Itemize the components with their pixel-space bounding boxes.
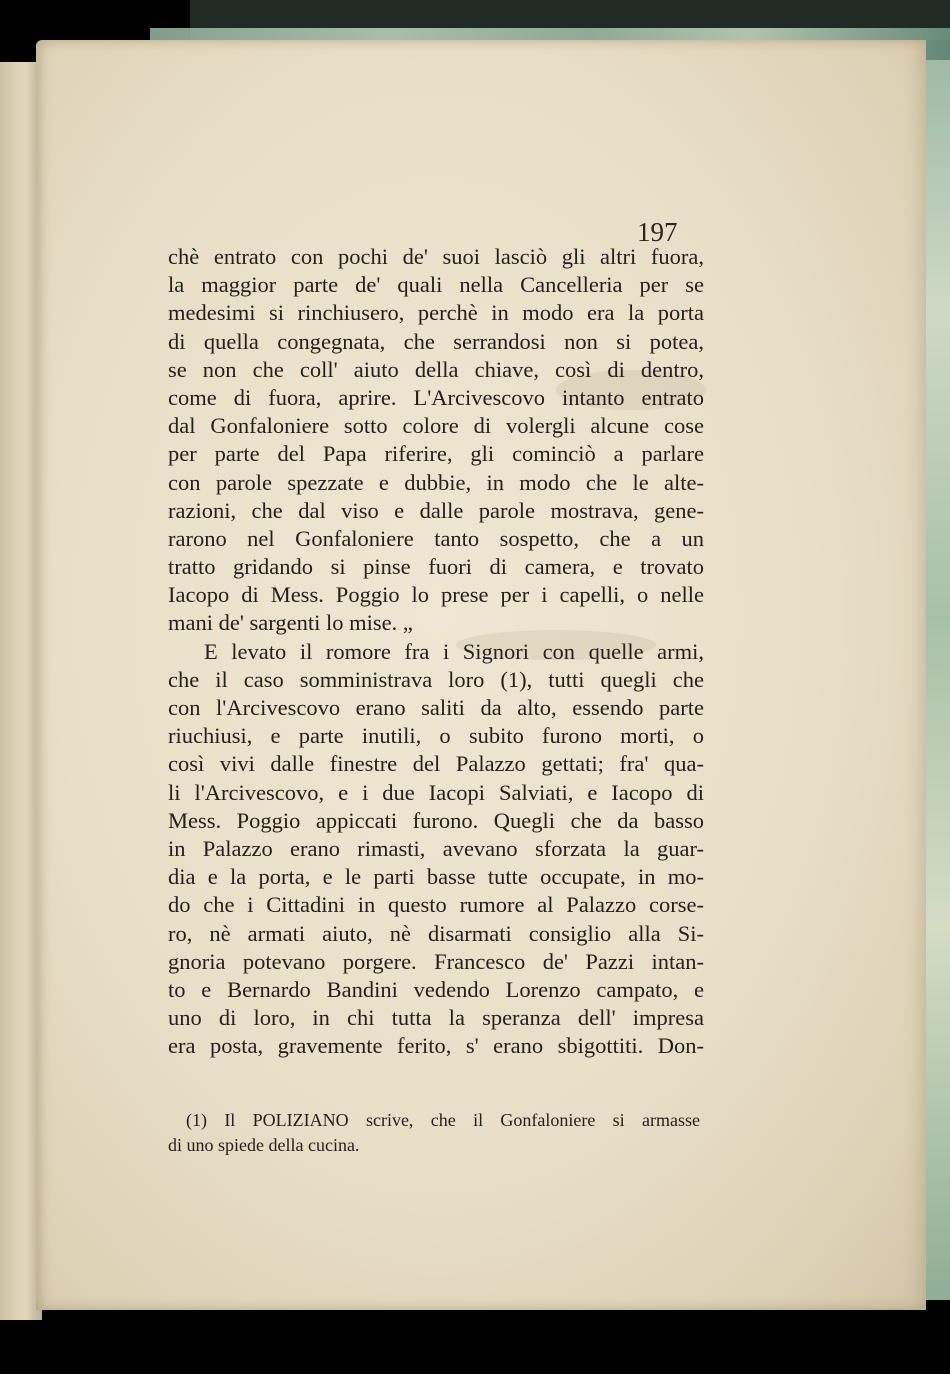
text-line: la maggior parte de' quali nella Cancelleria per se — [168, 272, 704, 298]
text-line: razioni, che dal viso e dalle parole mostrava, gene- — [168, 497, 704, 523]
text-line: li l'Arcivescovo, e i due Iacopi Salviati, e Iacopo di — [168, 779, 704, 805]
text-line: chè entrato con pochi de' suoi lasciò gli altri fuora, — [168, 244, 704, 269]
text-line: tratto gridando si pinse fuori di camera, e trovato — [168, 554, 704, 580]
text-line: gnoria potevano porgere. Francesco de' Pazzi intan- — [168, 948, 704, 974]
text-line: medesimi si rinchiusero, perchè in modo era la porta — [168, 300, 704, 326]
text-line: così vivi dalle finestre del Palazzo gettati; fra' qua- — [168, 751, 704, 777]
text-line: Iacopo di Mess. Poggio lo prese per i capelli, o nelle — [168, 582, 704, 608]
text-line: uno di loro, in chi tutta la speranza dell' impresa — [168, 1005, 704, 1031]
text-line: che il caso somministrava loro (1), tutti quegli che — [168, 666, 704, 692]
text-line: con l'Arcivescovo erano saliti da alto, essendo parte — [168, 695, 704, 720]
text-line: riuchiusi, e parte inutili, o subito furono morti, o — [168, 723, 704, 749]
text-line: ro, nè armati aiuto, nè disarmati consiglio alla Si- — [168, 920, 704, 946]
footnote-line: di uno spiede della cucina. — [168, 1135, 360, 1155]
text-line: E levato il romore fra i Signori con quelle armi, — [204, 638, 704, 664]
body-text — [168, 243, 704, 1060]
text-line: per parte del Papa riferire, gli cominciò a parlare — [168, 441, 704, 467]
text-line: come di fuora, aprire. L'Arcivescovo intanto entrato — [168, 384, 704, 410]
text-line: Mess. Poggio appiccati furono. Quegli che da basso — [168, 807, 704, 833]
page-number: 197 — [637, 217, 678, 247]
text-line: con parole spezzate e dubbie, in modo che le alte- — [168, 469, 704, 495]
text-line: in Palazzo erano rimasti, avevano sforzata la guar- — [168, 835, 704, 861]
text-line: se non che coll' aiuto della chiave, così di dentro, — [168, 356, 704, 382]
text-line: do che i Cittadini in questo rumore al Palazzo corse- — [168, 892, 704, 918]
text-line: di quella congegnata, che serrandosi non si potea, — [168, 328, 704, 354]
footnote — [168, 1108, 700, 1158]
text-line: rarono nel Gonfaloniere tanto sospetto, che a un — [168, 525, 704, 551]
text-line: mani de' sargenti lo mise. „ — [168, 610, 413, 636]
text-line: dia e la porta, e le parti basse tutte occupate, in mo- — [168, 864, 704, 890]
text-line: era posta, gravemente ferito, s' erano sbigottiti. Don- — [168, 1033, 704, 1059]
footnote-line: (1) Il POLIZIANO scrive, che il Gonfaloniere si armasse — [186, 1110, 700, 1130]
text-line: dal Gonfaloniere sotto colore di volergli alcune cose — [168, 413, 704, 439]
text-line: to e Bernardo Bandini vedendo Lorenzo campato, e — [168, 976, 704, 1002]
